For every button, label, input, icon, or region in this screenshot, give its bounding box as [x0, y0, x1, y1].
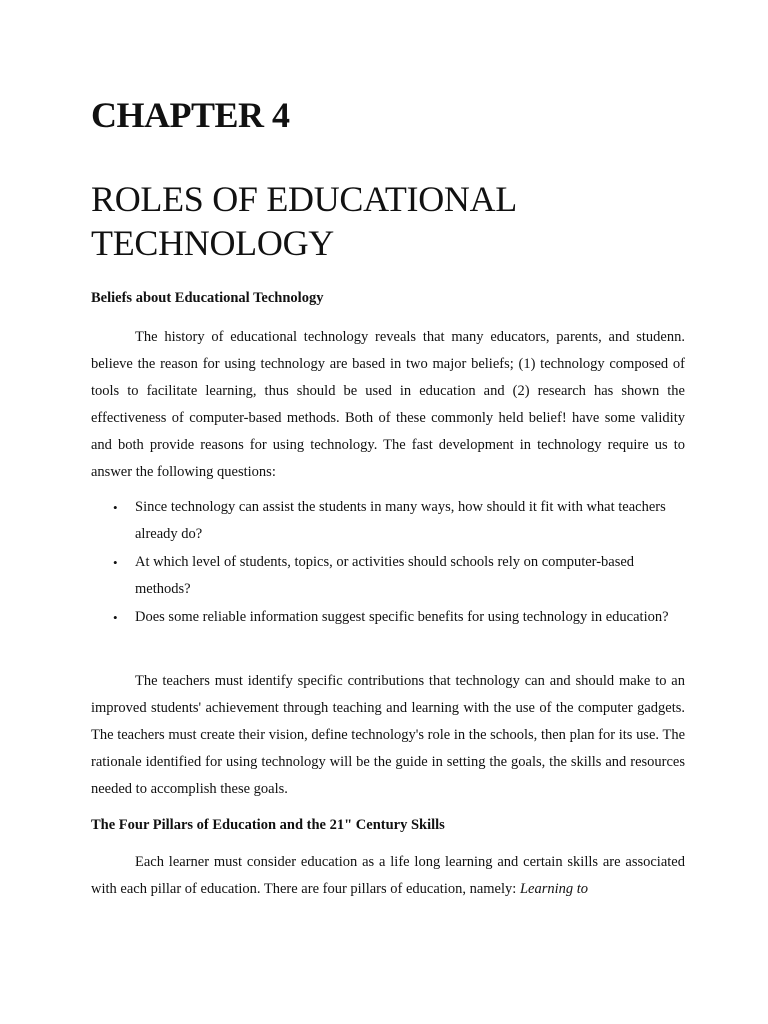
pillars-paragraph — [91, 849, 685, 903]
beliefs-paragraph-text: The history of educational technology reveals that many educators, parents, and studenn. believe the reason for using technology are based in two major beliefs; (1) technology composed of tools to facilitate learning, thus should be used in education and (2) research has shown the effectiveness of computer-based methods. Both of these commonly held belief! have some validity and both provide reasons for using technology. The fast development in technology require us to answer the following questions: — [91, 329, 685, 480]
list-item — [91, 549, 685, 603]
chapter-title — [91, 177, 691, 265]
bullet-icon: • — [113, 555, 118, 570]
chapter-label: CHAPTER 4 — [91, 95, 290, 135]
beliefs-paragraph — [91, 324, 685, 486]
list-item-text: Since technology can assist the students in many ways, how should it fit with what teachers already do? — [135, 499, 666, 542]
list-item-text: Does some reliable information suggest specific benefits for using technology in education? — [135, 609, 669, 625]
section-heading-beliefs: Beliefs about Educational Technology — [91, 290, 324, 306]
questions-list — [91, 494, 685, 632]
list-item — [91, 604, 685, 631]
chapter-title-line-2: TECHNOLOGY — [91, 223, 334, 263]
bullet-icon: • — [113, 610, 118, 625]
bullet-icon: • — [113, 500, 118, 515]
teachers-paragraph — [91, 668, 685, 803]
pillars-paragraph-italic: Learning to — [519, 881, 589, 897]
section-heading-four-pillars: The Four Pillars of Education and the 21" Century Skills — [91, 817, 445, 833]
list-item-text: At which level of students, topics, or activities should schools rely on computer-based methods? — [135, 554, 635, 597]
teachers-paragraph-text: The teachers must identify specific contributions that technology can and should make to an improved students' achievement through teaching and learning with the use of the computer gadgets. The teachers must create their vision, define technology's role in the schools, then plan for its use. The rationale identified for using technology will be the guide in setting the goals, the skills and resources needed to accomplish these goals. — [91, 673, 685, 797]
list-item — [91, 494, 685, 548]
pillars-paragraph-text: Each learner must consider education as a life long learning and certain skills are associated with each pillar of education. There are four pillars of education, namely: — [91, 854, 685, 897]
chapter-title-line-1: ROLES OF EDUCATIONAL — [91, 179, 518, 219]
